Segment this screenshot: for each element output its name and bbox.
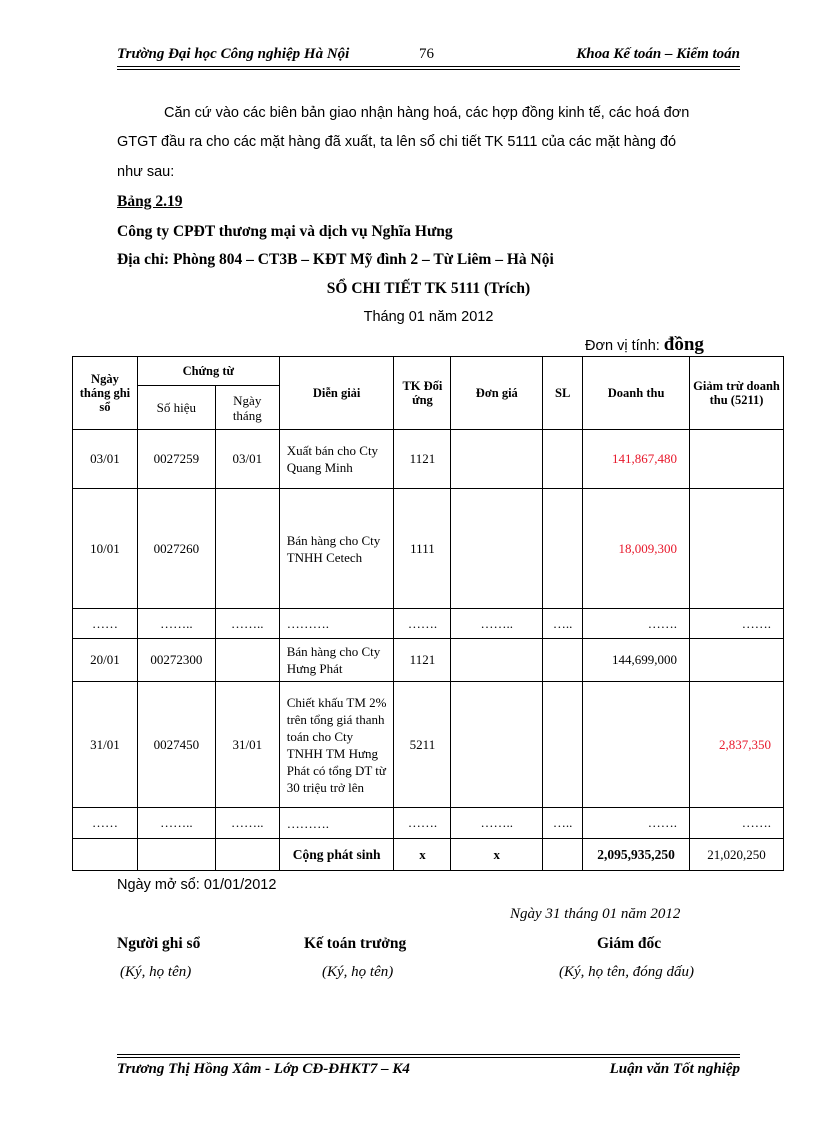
cell-voucher-date: 03/01 <box>215 430 279 489</box>
table-label: Bảng 2.19 <box>117 193 183 210</box>
signer-director: Giám đốc <box>597 935 662 952</box>
cell-date: 10/01 <box>73 489 138 609</box>
cell-voucher-no: 0027259 <box>137 430 215 489</box>
total-label: Cộng phát sinh <box>279 839 394 871</box>
header-school: Trường Đại học Công nghiệp Hà Nội <box>117 46 350 62</box>
unit-of-measure <box>585 334 704 356</box>
cell-deduction: 2,837,350 <box>690 682 784 808</box>
cell-voucher-no: …….. <box>137 808 215 839</box>
cell-price <box>451 430 543 489</box>
cell-description: Bán hàng cho Cty TNHH Cetech <box>279 489 394 609</box>
cell-account: ……. <box>394 609 451 639</box>
cell-date: 31/01 <box>73 682 138 808</box>
company-address: Địa chỉ: Phòng 804 – CT3B – KĐT Mỹ đình 2 – Từ Liêm – Hà Nội <box>117 251 554 268</box>
cell-description: ………. <box>279 808 394 839</box>
cell-qty <box>543 682 583 808</box>
cell-price <box>451 682 543 808</box>
table-row <box>73 489 784 609</box>
cell-voucher-date: …….. <box>215 808 279 839</box>
cell-price: …….. <box>451 808 543 839</box>
cell-voucher-no: 00272300 <box>137 639 215 682</box>
cell-description: Chiết khấu TM 2% trên tổng giá thanh toán cho Cty TNHH TM Hưng Phát có tổng DT từ 30 triệu trở lên <box>279 682 394 808</box>
footer-rule-2 <box>117 1057 740 1058</box>
cell-account: 5211 <box>394 682 451 808</box>
cell-account: 1121 <box>394 430 451 489</box>
cell-revenue: 18,009,300 <box>583 489 690 609</box>
cell-qty: ….. <box>543 609 583 639</box>
cell-date: 20/01 <box>73 639 138 682</box>
intro-line-1: Căn cứ vào các biên bản giao nhận hàng hoá, các hợp đồng kinh tế, các hoá đơn <box>164 105 690 121</box>
cell-date: …… <box>73 808 138 839</box>
intro-line-2: GTGT đầu ra cho các mặt hàng đã xuất, ta lên sổ chi tiết TK 5111 của các mặt hàng đó <box>117 134 677 150</box>
cell-deduction: ……. <box>690 609 784 639</box>
signer-recorder: Người ghi sổ <box>117 935 201 952</box>
ledger-table <box>72 356 784 871</box>
header-rule <box>117 66 740 67</box>
cell-account: 1121 <box>394 639 451 682</box>
cell-account: 1111 <box>394 489 451 609</box>
intro-line-3: như sau: <box>117 164 175 180</box>
cell-qty <box>543 430 583 489</box>
director-note: (Ký, họ tên, đóng dấu) <box>559 964 694 980</box>
cell-price <box>451 489 543 609</box>
col-date: Ngày tháng ghi sổ <box>73 357 138 430</box>
cell-price: …….. <box>451 609 543 639</box>
total-price: x <box>451 839 543 871</box>
col-voucher-no: Số hiệu <box>137 386 215 430</box>
col-price: Đơn giá <box>451 357 543 430</box>
cell-revenue: ……. <box>583 808 690 839</box>
cell-voucher-date: 31/01 <box>215 682 279 808</box>
cell-voucher-date: …….. <box>215 609 279 639</box>
cell-empty <box>215 839 279 871</box>
open-date: Ngày mở sổ: 01/01/2012 <box>117 877 277 893</box>
ledger-title: SỔ CHI TIẾT TK 5111 (Trích) <box>326 280 531 297</box>
company-name: Công ty CPĐT thương mại và dịch vụ Nghĩa Hưng <box>117 223 453 240</box>
footer-author: Trương Thị Hồng Xâm - Lớp CĐ-ĐHKT7 – K4 <box>117 1061 410 1077</box>
cell-qty: ….. <box>543 808 583 839</box>
accountant-note: (Ký, họ tên) <box>322 964 394 980</box>
recorder-note: (Ký, họ tên) <box>120 964 192 980</box>
cell-revenue: 141,867,480 <box>583 430 690 489</box>
col-voucher-date: Ngày tháng <box>215 386 279 430</box>
signer-accountant: Kế toán trưởng <box>304 935 407 952</box>
cell-voucher-no: 0027260 <box>137 489 215 609</box>
table-row <box>73 609 784 639</box>
cell-empty <box>137 839 215 871</box>
cell-voucher-no: …….. <box>137 609 215 639</box>
page-number: 76 <box>419 46 434 62</box>
cell-empty <box>73 839 138 871</box>
footer-doc-type: Luận văn Tốt nghiệp <box>609 1061 740 1077</box>
cell-description: Bán hàng cho Cty Hưng Phát <box>279 639 394 682</box>
col-description: Diễn giải <box>279 357 394 430</box>
col-deduction: Giảm trừ doanh thu (5211) <box>690 357 784 430</box>
cell-description: Xuất bán cho Cty Quang Minh <box>279 430 394 489</box>
col-qty: SL <box>543 357 583 430</box>
cell-account: ……. <box>394 808 451 839</box>
page-header <box>117 44 740 64</box>
cell-qty <box>543 489 583 609</box>
sign-date: Ngày 31 tháng 01 năm 2012 <box>510 906 681 922</box>
col-voucher: Chứng từ <box>137 357 279 386</box>
total-revenue: 2,095,935,250 <box>583 839 690 871</box>
total-account: x <box>394 839 451 871</box>
col-revenue: Doanh thu <box>583 357 690 430</box>
cell-empty <box>543 839 583 871</box>
cell-revenue <box>583 682 690 808</box>
cell-revenue: ……. <box>583 609 690 639</box>
total-deduction: 21,020,250 <box>690 839 784 871</box>
unit-value: đồng <box>663 334 704 355</box>
footer-rule <box>117 1054 740 1055</box>
table-row <box>73 639 784 682</box>
cell-qty <box>543 639 583 682</box>
table-row <box>73 682 784 808</box>
ledger-period: Tháng 01 năm 2012 <box>363 309 494 325</box>
cell-description: ………. <box>279 609 394 639</box>
cell-deduction <box>690 639 784 682</box>
cell-deduction <box>690 489 784 609</box>
cell-deduction <box>690 430 784 489</box>
unit-label: Đơn vị tính: <box>585 338 660 354</box>
total-row <box>73 839 784 871</box>
cell-revenue: 144,699,000 <box>583 639 690 682</box>
col-account: TK Đối ứng <box>394 357 451 430</box>
cell-deduction: ……. <box>690 808 784 839</box>
cell-date: 03/01 <box>73 430 138 489</box>
cell-price <box>451 639 543 682</box>
header-faculty: Khoa Kế toán – Kiểm toán <box>576 46 740 62</box>
cell-voucher-no: 0027450 <box>137 682 215 808</box>
table-row <box>73 808 784 839</box>
table-row <box>73 430 784 489</box>
cell-voucher-date <box>215 639 279 682</box>
header-rule-2 <box>117 69 740 70</box>
cell-voucher-date <box>215 489 279 609</box>
cell-date: …… <box>73 609 138 639</box>
